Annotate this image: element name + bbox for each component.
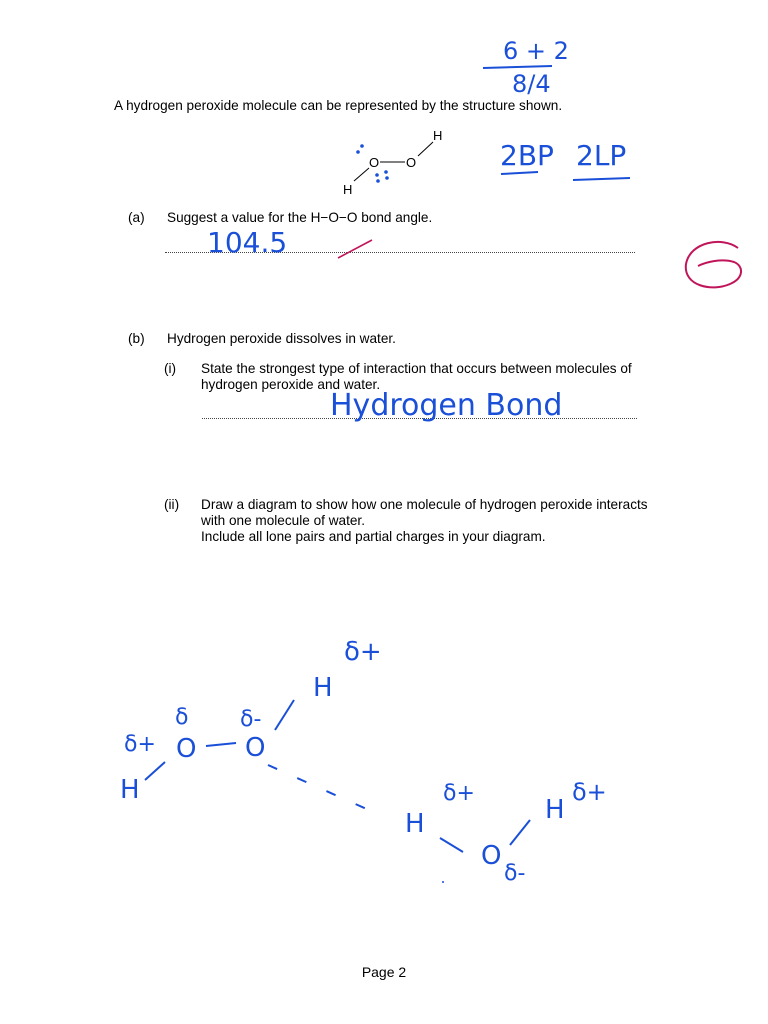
hw-fraction-numerator: 6 + 2 [503, 37, 569, 65]
part-b-ii-line1: Draw a diagram to show how one molecule of hydrogen peroxide interacts [201, 497, 648, 512]
hw-delta-minus-o2: δ- [240, 707, 262, 732]
part-b-i-line2: hydrogen peroxide and water. [201, 377, 381, 392]
tick-mark-icon [338, 240, 372, 258]
hw-hydrogen-bond-dashes [268, 765, 380, 815]
part-b-label: (b) [128, 331, 145, 346]
hw-delta-plus-water-h1: δ+ [443, 781, 475, 806]
hw-fraction-denominator: 8/4 [512, 70, 551, 98]
part-b-i-label: (i) [164, 361, 177, 376]
hw-water-o: O [481, 841, 502, 871]
hw-water-h1: H [405, 809, 425, 839]
hw-lone-pairs: 2LP [576, 139, 627, 172]
part-b-text: Hydrogen peroxide dissolves in water. [167, 331, 396, 346]
hw-delta-plus-top: δ+ [344, 637, 382, 667]
part-b-i-line1: State the strongest type of interaction that occurs between molecules of [201, 361, 632, 376]
structure-h-bottom: H [343, 182, 353, 197]
hw-h-top: H [313, 673, 333, 703]
part-b-ii-line3: Include all lone pairs and partial charges in your diagram. [201, 529, 546, 544]
hw-water-h2: H [545, 795, 565, 825]
score-mark-icon [686, 242, 741, 287]
page-number: Page 2 [361, 964, 407, 980]
part-a-label: (a) [128, 210, 145, 225]
hw-answer-b-i: Hydrogen Bond [330, 388, 563, 423]
part-a-text: Suggest a value for the H−O−O bond angle. [167, 210, 433, 225]
structure-o-left: O [369, 155, 380, 170]
hw-interaction-diagram [120, 637, 607, 886]
hw-h-left: H [120, 775, 140, 805]
hw-delta-plus-h1: δ+ [124, 732, 156, 757]
hw-delta-minus-water-o: δ- [504, 861, 526, 886]
structure-o-right: O [406, 155, 417, 170]
peroxide-structure [343, 128, 442, 197]
structure-h-top: H [433, 128, 443, 143]
part-b-ii-label: (ii) [164, 497, 180, 512]
hw-o1: O [176, 734, 197, 764]
hw-answer-a: 104.5 [207, 226, 288, 259]
handwritten-working [483, 37, 630, 180]
hw-o2: O [245, 733, 266, 763]
hw-delta-o1: δ [175, 705, 189, 730]
hw-delta-plus-water-h2: δ+ [572, 778, 607, 806]
hw-bonding-pairs: 2BP [500, 139, 554, 172]
question-intro: A hydrogen peroxide molecule can be represented by the structure shown. [114, 98, 563, 113]
part-b-ii-line2: with one molecule of water. [201, 513, 365, 528]
